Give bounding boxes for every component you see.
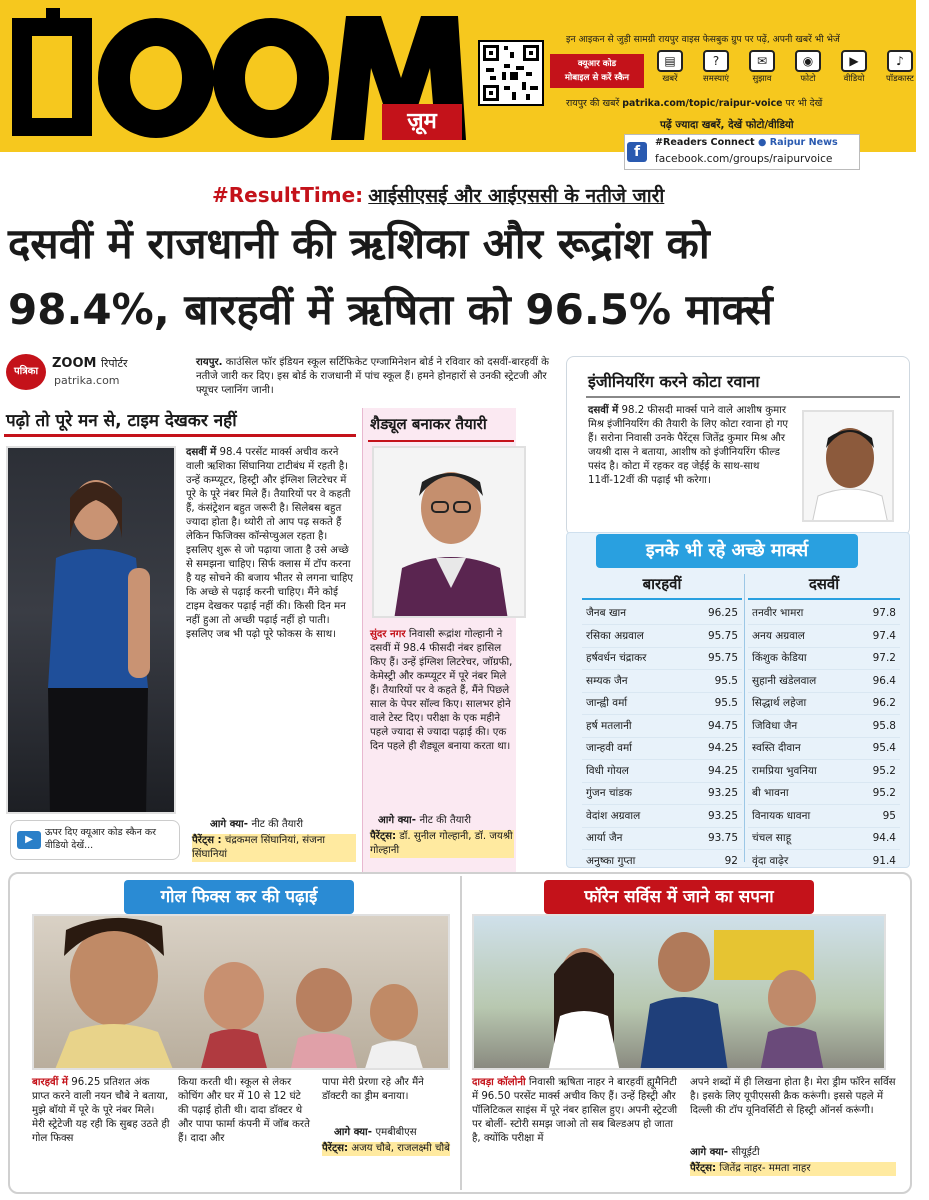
student-score: 95.8 [860, 715, 900, 738]
icon-suggestion[interactable] [740, 50, 784, 84]
student-name: हर्ष मतलानी [582, 715, 702, 738]
student-score: 96.2 [860, 692, 900, 715]
story2-photo [372, 446, 526, 618]
byline-zoom [52, 356, 128, 371]
marks-row [582, 760, 742, 783]
student-name: अनुष्का गुप्ता [582, 850, 702, 873]
marks-heading: इनके भी रहे अच्छे मार्क्स [596, 534, 858, 568]
story4-parents [322, 1142, 450, 1156]
student-name: हर्षवर्धन चंद्राकर [582, 647, 702, 670]
student-score: 94.25 [702, 737, 742, 760]
kicker-tag: #ResultTime: [212, 183, 364, 207]
story4-col2-text: किया करती थी। स्कूल से लेकर कोचिंग और घर में 10 से 12 घंटे की पढ़ाई होती थी। दादा डॉक्टर थे और पापा फार्मा कंपनी में जॉब करते हैं। दादा और [178, 1077, 310, 1144]
student-score: 96.4 [860, 670, 900, 693]
icon-news-label: खबरें [662, 74, 678, 84]
site-line-prefix: रायपुर की खबरें [566, 98, 620, 109]
question-icon: ? [703, 50, 729, 72]
story5-parents [690, 1162, 896, 1176]
student-name: गुंजन चांडक [582, 782, 702, 805]
news-icon: ▤ [657, 50, 683, 72]
student-name: रसिका अग्रवाल [582, 625, 702, 648]
student-score: 97.8 [860, 602, 900, 625]
story1-qr-note[interactable] [10, 820, 180, 860]
intro-text: काउंसिल फॉर इंडियन स्कूल सर्टिफिकेट एग्जामिनेशन बोर्ड ने रविवार को दसवीं-बारहवीं के नतीजे जारी कर दिए। इस बोर्ड के राजधानी में पांच स्कूल हैं। हमने होनहारों से उनकी स्ट्रेटजी और फ्यूचर प्लानिंग जानी। [196, 357, 549, 396]
masthead-instruction: इन आइकन से जुड़ी सामग्री रायपुर वाइस फेसबुक ग्रुप पर पढ़ें, अपनी खबरें भी भेजें [566, 34, 840, 45]
student-name: तनवीर भामरा [748, 602, 860, 625]
qr-label-1: क्यूआर कोड [577, 59, 617, 69]
story5-col1 [472, 1076, 680, 1146]
microphone-icon: ♪ [887, 50, 913, 72]
story1-next-label: आगे क्या- [210, 819, 248, 830]
icon-video-label: वीडियो [843, 74, 865, 84]
story4-next-label: आगे क्या- [334, 1127, 372, 1138]
icon-suggestion-label: सुझाव [752, 74, 772, 84]
story1-text: 98.4 परसेंट मार्क्स अचीव करने वाली ऋशिका सिंघानिया टाटीबंध में रहती है। उन्हें कम्प्यूटर, हिस्ट्री और इंग्लिश लिटरेचर में पूरे के पूरे नंबर मिले हैं। तैयारियों पर वे कहती हैं, कंसंट्रेशन बहुत जरूरी है। सिलेबस बहुत ज्यादा होता है। थ्योरी तो आप पढ़ सकते हैं लेकिन फिजिक्स कॉन्सेप्चुअल रहता है। इसलिए शुरू से जो पढ़ाया जाता है उसे अच्छे से समझना चाहिए। सिर्फ क्लास में टॉप करना है यह सोचने की बजाय भीतर से लगना चाहिए कि अच्छे से पढ़ाई करनी चाहिए। मैंने कोई टाइम देखकर पढ़ाई नहीं की। किसी दिन मन नहीं हुआ तो अच्छी पढ़ाई नहीं हो पाती। इसलिए जब भी पढ़ो पूरे फोकस के साथ। [186, 447, 354, 640]
intro [196, 356, 554, 398]
icon-photo-label: फोटो [800, 74, 816, 84]
marks-row [582, 647, 742, 670]
story4-lead: बारहवीं में [32, 1077, 68, 1088]
marks-row [748, 602, 900, 625]
student-score: 96.25 [702, 602, 742, 625]
family-photo-2-icon [474, 916, 886, 1070]
kicker-text: आईसीएसई और आईएससी के नतीजे जारी [368, 185, 665, 207]
byline [6, 354, 196, 390]
marks-row [748, 715, 900, 738]
marks-row [582, 737, 742, 760]
story4-next-value: एमबीबीएस [375, 1127, 417, 1138]
story5-parents-label: पैरेंट्स: [690, 1163, 717, 1174]
video-icon: ▶ [841, 50, 867, 72]
story1-qr-note-text: ऊपर दिए क्यूआर कोड स्कैन कर वीडियो देखें... [45, 827, 157, 851]
student-score: 95.5 [702, 692, 742, 715]
story3-heading-rule [586, 396, 900, 398]
story4-col2 [178, 1076, 312, 1146]
student-score: 94.25 [702, 760, 742, 783]
story1-photo [6, 446, 176, 814]
intro-city: रायपुर. [196, 357, 223, 368]
story4-col3-text: पापा मेरी प्रेरणा रहे और मैंने डॉक्टरी का ड्रीम बनाया। [322, 1077, 424, 1102]
site-line-suffix: पर भी देखें [785, 98, 823, 109]
student-score: 92 [702, 850, 742, 873]
marks-table-tenth [748, 602, 900, 873]
story1-heading-rule [4, 434, 356, 437]
student-name: वेदांश अग्रवाल [582, 805, 702, 828]
marks-row [582, 850, 742, 873]
icon-podcast-label: पॉडकास्ट [886, 74, 914, 84]
story1-lead: दसवीं में [186, 447, 217, 458]
site-line [566, 96, 822, 109]
marks-row [748, 647, 900, 670]
student-name: चंचल साहू [748, 827, 860, 850]
story5-next [690, 1146, 760, 1160]
facebook-url[interactable]: facebook.com/groups/raipurvoice [655, 153, 833, 165]
marks-row [748, 805, 900, 828]
story3-lead: दसवीं में [588, 405, 619, 416]
story5-next-value: सीयूईटी [731, 1147, 760, 1158]
marks-row [582, 715, 742, 738]
hashtag-raipur-news: ● Raipur News [757, 137, 838, 148]
byline-role: रिपोर्टर [101, 357, 128, 370]
icon-podcast[interactable] [878, 50, 922, 84]
marks-row [748, 782, 900, 805]
story3-text: 98.2 फीसदी मार्क्स पाने वाले आशीष कुमार मिश्र इंजीनियरिंग की तैयारी के लिए कोटा रवाना हो गए हैं। सरोना निवासी उनके पैरेंट्स जितेंद्र कुमार मिश्र और जयश्री दास ने बताया, आशीष को इंजीनियरिंग फील्ड पसंद है। कोटा में रहकर वह जेईई के साथ-साथ 11वीं-12वीं की पढ़ाई भी करेगा। [588, 405, 789, 486]
story2-parents-label: पैरेंट्स: [370, 831, 397, 842]
headline-line-1: दसवीं में राजधानी की ऋशिका और रूद्रांश को [8, 219, 710, 268]
byline-site: patrika.com [54, 374, 120, 387]
student-name: किंशुक केडिया [748, 647, 860, 670]
zoom-label: ज़ूम [382, 104, 462, 140]
icon-row [648, 50, 922, 84]
student-score: 94.4 [860, 827, 900, 850]
story5-col2 [690, 1076, 896, 1118]
student-score: 91.4 [860, 850, 900, 873]
qr-label-2: मोबाइल से करें स्कैन [564, 73, 630, 83]
student-score: 95.75 [702, 647, 742, 670]
marks-row [748, 827, 900, 850]
camera-icon: ◉ [795, 50, 821, 72]
hashtag-line [655, 137, 838, 148]
student-name: आर्या जैन [582, 827, 702, 850]
student-score: 93.25 [702, 805, 742, 828]
story1-next [210, 818, 303, 832]
story2-body [370, 628, 516, 754]
marks-row [582, 670, 742, 693]
marks-col-tenth-title: दसवीं [748, 574, 900, 600]
story3-heading: इंजीनियरिंग करने कोटा रवाना [588, 372, 760, 391]
marks-row [748, 670, 900, 693]
marks-row [748, 760, 900, 783]
story4-parents-label: पैरेंट्स: [322, 1143, 349, 1154]
story4-col1 [32, 1076, 170, 1146]
girl-portrait-icon [8, 448, 176, 814]
story5-photo [472, 914, 886, 1070]
icon-problems-label: समस्याएं [703, 74, 729, 84]
student-score: 95.2 [860, 760, 900, 783]
student-score: 97.2 [860, 647, 900, 670]
story5-heading: फॉरेन सर्विस में जाने का सपना [544, 880, 814, 914]
story3-body [588, 404, 798, 488]
marks-row [582, 782, 742, 805]
read-more: पढ़ें ज्यादा खबरें, देखें फोटो/वीडियो [660, 119, 794, 131]
byline-zoom-word: ZOOM [52, 356, 97, 371]
video-camera-icon: ▶ [17, 831, 41, 849]
student-name: जैनब खान [582, 602, 702, 625]
story2-next [378, 814, 471, 828]
marks-table-twelfth [582, 602, 742, 873]
hashtag-readers-connect: #Readers Connect [655, 137, 755, 148]
story5-col2-text: अपने शब्दों में ही लिखना होता है। मेरा ड्रीम फॉरेन सर्विस है। इसके लिए यूपीएससी क्रैक करूंगी। इससे पहले में दिल्ली की टॉप यूनिवर्सिटी से हिस्ट्री ऑनर्स करूंगी। [690, 1077, 896, 1116]
story5-parents-value: जितेंद्र नाहर- ममता नाहर [719, 1163, 811, 1174]
boy-portrait-2-icon [804, 412, 894, 522]
student-score: 93.75 [702, 827, 742, 850]
qr-instruction-box [550, 54, 644, 88]
story2-heading: शैड्यूल बनाकर तैयारी [370, 415, 487, 433]
site-url-link[interactable]: patrika.com/topic/raipur-voice [622, 98, 783, 109]
story1-parents [192, 834, 356, 862]
family-photo-icon [34, 916, 450, 1070]
icon-news[interactable] [648, 50, 692, 84]
story5-next-label: आगे क्या- [690, 1147, 728, 1158]
story1-heading: पढ़ो तो पूरे मन से, टाइम देखकर नहीं [6, 411, 237, 431]
icon-problems[interactable] [694, 50, 738, 84]
story1-next-value: नीट की तैयारी [251, 819, 303, 830]
student-score: 97.4 [860, 625, 900, 648]
marks-col-twelfth [582, 574, 742, 873]
marks-row [582, 805, 742, 828]
bottom-section-divider [460, 876, 462, 1190]
student-score: 95.2 [860, 782, 900, 805]
story4-col1-text: 96.25 प्रतिशत अंक प्राप्त करने वाली नयन चौबे ने बताया, मुझे बॉयो में पूरे के पूरे नंबर मिले। मेरी स्ट्रेटेजी यह रही कि सुबह उठते ही गोल फिक्स [32, 1077, 170, 1144]
student-name: सिद्धार्थ लहेजा [748, 692, 860, 715]
student-name: जान्ह्वी वर्मा [582, 692, 702, 715]
student-name: सुहानी खंडेलवाल [748, 670, 860, 693]
story4-col3 [322, 1076, 452, 1104]
student-name: रामप्रिया भुवनिया [748, 760, 860, 783]
student-name: जान्हवी वर्मा [582, 737, 702, 760]
story5-lead: दावड़ा कॉलोनी [472, 1077, 526, 1088]
student-name: अनय अग्रवाल [748, 625, 860, 648]
headline-line-2: 98.4%, बारहवीं में ऋषिता को 96.5% मार्क्स [8, 285, 773, 334]
student-score: 95.4 [860, 737, 900, 760]
story2-next-label: आगे क्या- [378, 815, 416, 826]
marks-row [582, 692, 742, 715]
story4-photo [32, 914, 450, 1070]
story5-col1-text: निवासी ऋषिता नाहर ने बारहवीं ह्यूमैनिटी में 96.50 परसेंट मार्क्स अचीव किए हैं। उन्हें हिस्ट्री और पॉलिटिकल साइंस में पूरे नंबर हासिल हुए। अपनी स्ट्रेटजी पर बोलीं- स्टोरी समझ जाओ तो सब बिल्डअप हो जाता है, क्योंकि परीक्षा में [472, 1077, 678, 1144]
marks-row [748, 625, 900, 648]
student-score: 93.25 [702, 782, 742, 805]
marks-row [582, 602, 742, 625]
story1-parents-label: पैरेंट्स : [192, 835, 222, 846]
story2-text: निवासी रूद्रांश गोल्हानी ने दसवीं में 98.4 फीसदी नंबर हासिल किए हैं। उन्हें इंग्लिश लिटरेचर, जॉग्रफी, केमेस्ट्री और कम्प्यूटर में पूरे नंबर मिले हैं। तैयारियों पर वे कहते हैं, मैंने पिछले साल के पेपर सॉल्व किए। सालभर होने वाले टेस्ट दिए। परीक्षा के एक महीने पहले ज्यादा से ज्यादा पढ़ाई की। एक दिन पहले ही शैड्यूल बनाया करता था। [370, 629, 513, 752]
hashtag-raipur-news-text: Raipur News [769, 137, 838, 148]
marks-row [582, 625, 742, 648]
story2-heading-rule [368, 440, 514, 442]
story4-heading: गोल फिक्स कर की पढ़ाई [124, 880, 354, 914]
story4-parents-value: अजय चौबे, राजलक्ष्मी चौबे [351, 1143, 450, 1154]
student-name: बी भावना [748, 782, 860, 805]
marks-row [582, 827, 742, 850]
student-score: 95.5 [702, 670, 742, 693]
marks-row [748, 737, 900, 760]
student-name: विधी गोयल [582, 760, 702, 783]
marks-row [748, 692, 900, 715]
story2-lead: सुंदर नगर [370, 629, 406, 640]
marks-col-tenth [748, 574, 900, 873]
student-score: 95.75 [702, 625, 742, 648]
story2-parents [370, 830, 514, 858]
story2-parents-value: डॉ. सुनील गोल्हानी, डॉ. जयश्री गोल्हानी [370, 831, 513, 856]
student-name: विनायक धावना [748, 805, 860, 828]
patrika-logo: पत्रिका [6, 354, 46, 390]
story2-next-value: नीट की तैयारी [419, 815, 471, 826]
facebook-icon: f [627, 142, 647, 162]
story3-photo [802, 410, 894, 522]
student-score: 94.75 [702, 715, 742, 738]
marks-divider [744, 574, 745, 862]
student-score: 95 [860, 805, 900, 828]
facebook-box[interactable] [624, 134, 860, 170]
suggestion-icon: ✉ [749, 50, 775, 72]
student-name: वृंदा वाढ़ेर [748, 850, 860, 873]
icon-video[interactable] [832, 50, 876, 84]
story1-body [186, 446, 356, 642]
qr-code[interactable] [478, 40, 544, 106]
icon-photo[interactable] [786, 50, 830, 84]
qr-code-icon [480, 42, 542, 104]
story1-parents-value: चंद्रकमल सिंघानियां, संजना सिंघानियां [192, 835, 326, 860]
story4-next [334, 1126, 417, 1140]
student-name: जिविधा जैन [748, 715, 860, 738]
student-name: स्वस्ति दीवान [748, 737, 860, 760]
boy-portrait-icon [374, 448, 526, 618]
marks-col-twelfth-title: बारहवीं [582, 574, 742, 600]
marks-row [748, 850, 900, 873]
kicker [212, 182, 664, 208]
student-name: सम्यक जैन [582, 670, 702, 693]
